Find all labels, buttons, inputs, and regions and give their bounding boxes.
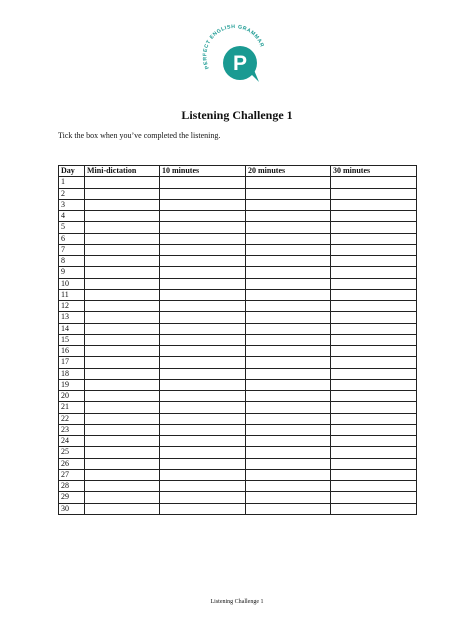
10-minutes-cell[interactable]	[160, 278, 246, 289]
day-cell: 18	[59, 368, 85, 379]
20-minutes-cell[interactable]	[246, 503, 331, 514]
day-cell: 26	[59, 458, 85, 469]
day-cell: 7	[59, 244, 85, 255]
table-row	[59, 199, 417, 210]
30-minutes-cell[interactable]	[331, 481, 417, 492]
mini-dictation-cell[interactable]	[85, 424, 160, 435]
20-minutes-cell[interactable]	[246, 278, 331, 289]
mini-dictation-cell[interactable]	[85, 244, 160, 255]
10-minutes-cell[interactable]	[160, 357, 246, 368]
20-minutes-cell[interactable]	[246, 244, 331, 255]
mini-dictation-cell[interactable]	[85, 188, 160, 199]
header-30-minutes: 30 minutes	[331, 166, 417, 177]
30-minutes-cell[interactable]	[331, 312, 417, 323]
30-minutes-cell[interactable]	[331, 413, 417, 424]
page-footer: Listening Challenge 1	[210, 599, 264, 605]
table-row	[59, 492, 417, 503]
day-cell: 28	[59, 481, 85, 492]
20-minutes-cell[interactable]	[246, 289, 331, 300]
20-minutes-cell[interactable]	[246, 346, 331, 357]
20-minutes-cell[interactable]	[246, 334, 331, 345]
20-minutes-cell[interactable]	[246, 391, 331, 402]
20-minutes-cell[interactable]	[246, 436, 331, 447]
day-cell: 3	[59, 199, 85, 210]
20-minutes-cell[interactable]	[246, 492, 331, 503]
day-cell: 2	[59, 188, 85, 199]
day-cell: 14	[59, 323, 85, 334]
20-minutes-cell[interactable]	[246, 402, 331, 413]
day-cell: 30	[59, 503, 85, 514]
30-minutes-cell[interactable]	[331, 368, 417, 379]
30-minutes-cell[interactable]	[331, 346, 417, 357]
challenge-table	[58, 165, 417, 515]
mini-dictation-cell[interactable]	[85, 379, 160, 390]
mini-dictation-cell[interactable]	[85, 346, 160, 357]
table-row	[59, 368, 417, 379]
20-minutes-cell[interactable]	[246, 413, 331, 424]
20-minutes-cell[interactable]	[246, 424, 331, 435]
mini-dictation-cell[interactable]	[85, 278, 160, 289]
table-row	[59, 357, 417, 368]
day-cell: 17	[59, 357, 85, 368]
table-row	[59, 458, 417, 469]
10-minutes-cell[interactable]	[160, 413, 246, 424]
30-minutes-cell[interactable]	[331, 357, 417, 368]
30-minutes-cell[interactable]	[331, 458, 417, 469]
table-row	[59, 413, 417, 424]
10-minutes-cell[interactable]	[160, 334, 246, 345]
20-minutes-cell[interactable]	[246, 481, 331, 492]
mini-dictation-cell[interactable]	[85, 391, 160, 402]
30-minutes-cell[interactable]	[331, 211, 417, 222]
30-minutes-cell[interactable]	[331, 379, 417, 390]
30-minutes-cell[interactable]	[331, 436, 417, 447]
mini-dictation-cell[interactable]	[85, 222, 160, 233]
10-minutes-cell[interactable]	[160, 503, 246, 514]
mini-dictation-cell[interactable]	[85, 458, 160, 469]
mini-dictation-cell[interactable]	[85, 436, 160, 447]
20-minutes-cell[interactable]	[246, 447, 331, 458]
table-row	[59, 469, 417, 480]
10-minutes-cell[interactable]	[160, 222, 246, 233]
30-minutes-cell[interactable]	[331, 503, 417, 514]
table-row	[59, 177, 417, 188]
day-cell: 19	[59, 379, 85, 390]
20-minutes-cell[interactable]	[246, 469, 331, 480]
speech-bubble-logo-icon	[196, 18, 276, 98]
10-minutes-cell[interactable]	[160, 289, 246, 300]
table-body	[59, 177, 417, 515]
20-minutes-cell[interactable]	[246, 323, 331, 334]
mini-dictation-cell[interactable]	[85, 233, 160, 244]
day-cell: 29	[59, 492, 85, 503]
30-minutes-cell[interactable]	[331, 278, 417, 289]
day-cell: 22	[59, 413, 85, 424]
table-row	[59, 278, 417, 289]
header-20-minutes: 20 minutes	[246, 166, 331, 177]
20-minutes-cell[interactable]	[246, 267, 331, 278]
10-minutes-cell[interactable]	[160, 481, 246, 492]
table-row	[59, 424, 417, 435]
10-minutes-cell[interactable]	[160, 199, 246, 210]
table-row	[59, 312, 417, 323]
day-cell: 5	[59, 222, 85, 233]
20-minutes-cell[interactable]	[246, 379, 331, 390]
10-minutes-cell[interactable]	[160, 267, 246, 278]
day-cell: 9	[59, 267, 85, 278]
20-minutes-cell[interactable]	[246, 312, 331, 323]
day-cell: 23	[59, 424, 85, 435]
page-title: Listening Challenge 1	[181, 108, 293, 122]
day-cell: 20	[59, 391, 85, 402]
mini-dictation-cell[interactable]	[85, 256, 160, 267]
table-row	[59, 379, 417, 390]
30-minutes-cell[interactable]	[331, 492, 417, 503]
day-cell: 27	[59, 469, 85, 480]
mini-dictation-cell[interactable]	[85, 323, 160, 334]
day-cell: 8	[59, 256, 85, 267]
20-minutes-cell[interactable]	[246, 357, 331, 368]
20-minutes-cell[interactable]	[246, 211, 331, 222]
table-header-row	[59, 166, 417, 177]
table-row	[59, 503, 417, 514]
day-cell: 1	[59, 177, 85, 188]
brand-arc-text: PERFECT ENGLISH GRAMMAR	[202, 24, 265, 70]
30-minutes-cell[interactable]	[331, 424, 417, 435]
table-row	[59, 481, 417, 492]
table-row	[59, 188, 417, 199]
20-minutes-cell[interactable]	[246, 458, 331, 469]
day-cell: 24	[59, 436, 85, 447]
10-minutes-cell[interactable]	[160, 233, 246, 244]
10-minutes-cell[interactable]	[160, 492, 246, 503]
30-minutes-cell[interactable]	[331, 244, 417, 255]
10-minutes-cell[interactable]	[160, 447, 246, 458]
day-cell: 15	[59, 334, 85, 345]
10-minutes-cell[interactable]	[160, 402, 246, 413]
30-minutes-cell[interactable]	[331, 267, 417, 278]
20-minutes-cell[interactable]	[246, 368, 331, 379]
table-row	[59, 334, 417, 345]
30-minutes-cell[interactable]	[331, 391, 417, 402]
table-row	[59, 323, 417, 334]
header-day: Day	[59, 166, 85, 177]
mini-dictation-cell[interactable]	[85, 503, 160, 514]
day-cell: 13	[59, 312, 85, 323]
day-cell: 12	[59, 301, 85, 312]
20-minutes-cell[interactable]	[246, 233, 331, 244]
header-mini-dictation: Mini-dictation	[85, 166, 160, 177]
10-minutes-cell[interactable]	[160, 256, 246, 267]
mini-dictation-cell[interactable]	[85, 368, 160, 379]
30-minutes-cell[interactable]	[331, 447, 417, 458]
10-minutes-cell[interactable]	[160, 379, 246, 390]
mini-dictation-cell[interactable]	[85, 469, 160, 480]
mini-dictation-cell[interactable]	[85, 289, 160, 300]
10-minutes-cell[interactable]	[160, 177, 246, 188]
30-minutes-cell[interactable]	[331, 334, 417, 345]
10-minutes-cell[interactable]	[160, 436, 246, 447]
10-minutes-cell[interactable]	[160, 244, 246, 255]
10-minutes-cell[interactable]	[160, 424, 246, 435]
30-minutes-cell[interactable]	[331, 222, 417, 233]
table-row	[59, 447, 417, 458]
30-minutes-cell[interactable]	[331, 199, 417, 210]
10-minutes-cell[interactable]	[160, 391, 246, 402]
header-10-minutes: 10 minutes	[160, 166, 246, 177]
30-minutes-cell[interactable]	[331, 256, 417, 267]
10-minutes-cell[interactable]	[160, 469, 246, 480]
mini-dictation-cell[interactable]	[85, 402, 160, 413]
mini-dictation-cell[interactable]	[85, 413, 160, 424]
table-row	[59, 346, 417, 357]
20-minutes-cell[interactable]	[246, 301, 331, 312]
mini-dictation-cell[interactable]	[85, 334, 160, 345]
table-row	[59, 391, 417, 402]
mini-dictation-cell[interactable]	[85, 481, 160, 492]
mini-dictation-cell[interactable]	[85, 199, 160, 210]
10-minutes-cell[interactable]	[160, 211, 246, 222]
10-minutes-cell[interactable]	[160, 312, 246, 323]
day-cell: 16	[59, 346, 85, 357]
day-cell: 10	[59, 278, 85, 289]
table-row	[59, 222, 417, 233]
table-row	[59, 256, 417, 267]
20-minutes-cell[interactable]	[246, 188, 331, 199]
instruction-text: Tick the box when you’ve completed the listening.	[58, 131, 221, 140]
10-minutes-cell[interactable]	[160, 188, 246, 199]
mini-dictation-cell[interactable]	[85, 267, 160, 278]
table-row	[59, 402, 417, 413]
table-row	[59, 267, 417, 278]
day-cell: 4	[59, 211, 85, 222]
20-minutes-cell[interactable]	[246, 177, 331, 188]
30-minutes-cell[interactable]	[331, 323, 417, 334]
20-minutes-cell[interactable]	[246, 256, 331, 267]
day-cell: 21	[59, 402, 85, 413]
brand-logo	[196, 18, 276, 98]
table-row	[59, 211, 417, 222]
30-minutes-cell[interactable]	[331, 301, 417, 312]
10-minutes-cell[interactable]	[160, 323, 246, 334]
day-cell: 25	[59, 447, 85, 458]
10-minutes-cell[interactable]	[160, 346, 246, 357]
day-cell: 6	[59, 233, 85, 244]
logo-letter: P	[232, 52, 248, 75]
10-minutes-cell[interactable]	[160, 458, 246, 469]
mini-dictation-cell[interactable]	[85, 301, 160, 312]
table-row	[59, 301, 417, 312]
30-minutes-cell[interactable]	[331, 233, 417, 244]
30-minutes-cell[interactable]	[331, 177, 417, 188]
mini-dictation-cell[interactable]	[85, 312, 160, 323]
mini-dictation-cell[interactable]	[85, 177, 160, 188]
table-row	[59, 289, 417, 300]
mini-dictation-cell[interactable]	[85, 357, 160, 368]
10-minutes-cell[interactable]	[160, 301, 246, 312]
20-minutes-cell[interactable]	[246, 199, 331, 210]
30-minutes-cell[interactable]	[331, 289, 417, 300]
mini-dictation-cell[interactable]	[85, 211, 160, 222]
table-row	[59, 244, 417, 255]
table-row	[59, 233, 417, 244]
table-row	[59, 436, 417, 447]
10-minutes-cell[interactable]	[160, 368, 246, 379]
30-minutes-cell[interactable]	[331, 469, 417, 480]
mini-dictation-cell[interactable]	[85, 447, 160, 458]
30-minutes-cell[interactable]	[331, 188, 417, 199]
day-cell: 11	[59, 289, 85, 300]
20-minutes-cell[interactable]	[246, 222, 331, 233]
30-minutes-cell[interactable]	[331, 402, 417, 413]
mini-dictation-cell[interactable]	[85, 492, 160, 503]
